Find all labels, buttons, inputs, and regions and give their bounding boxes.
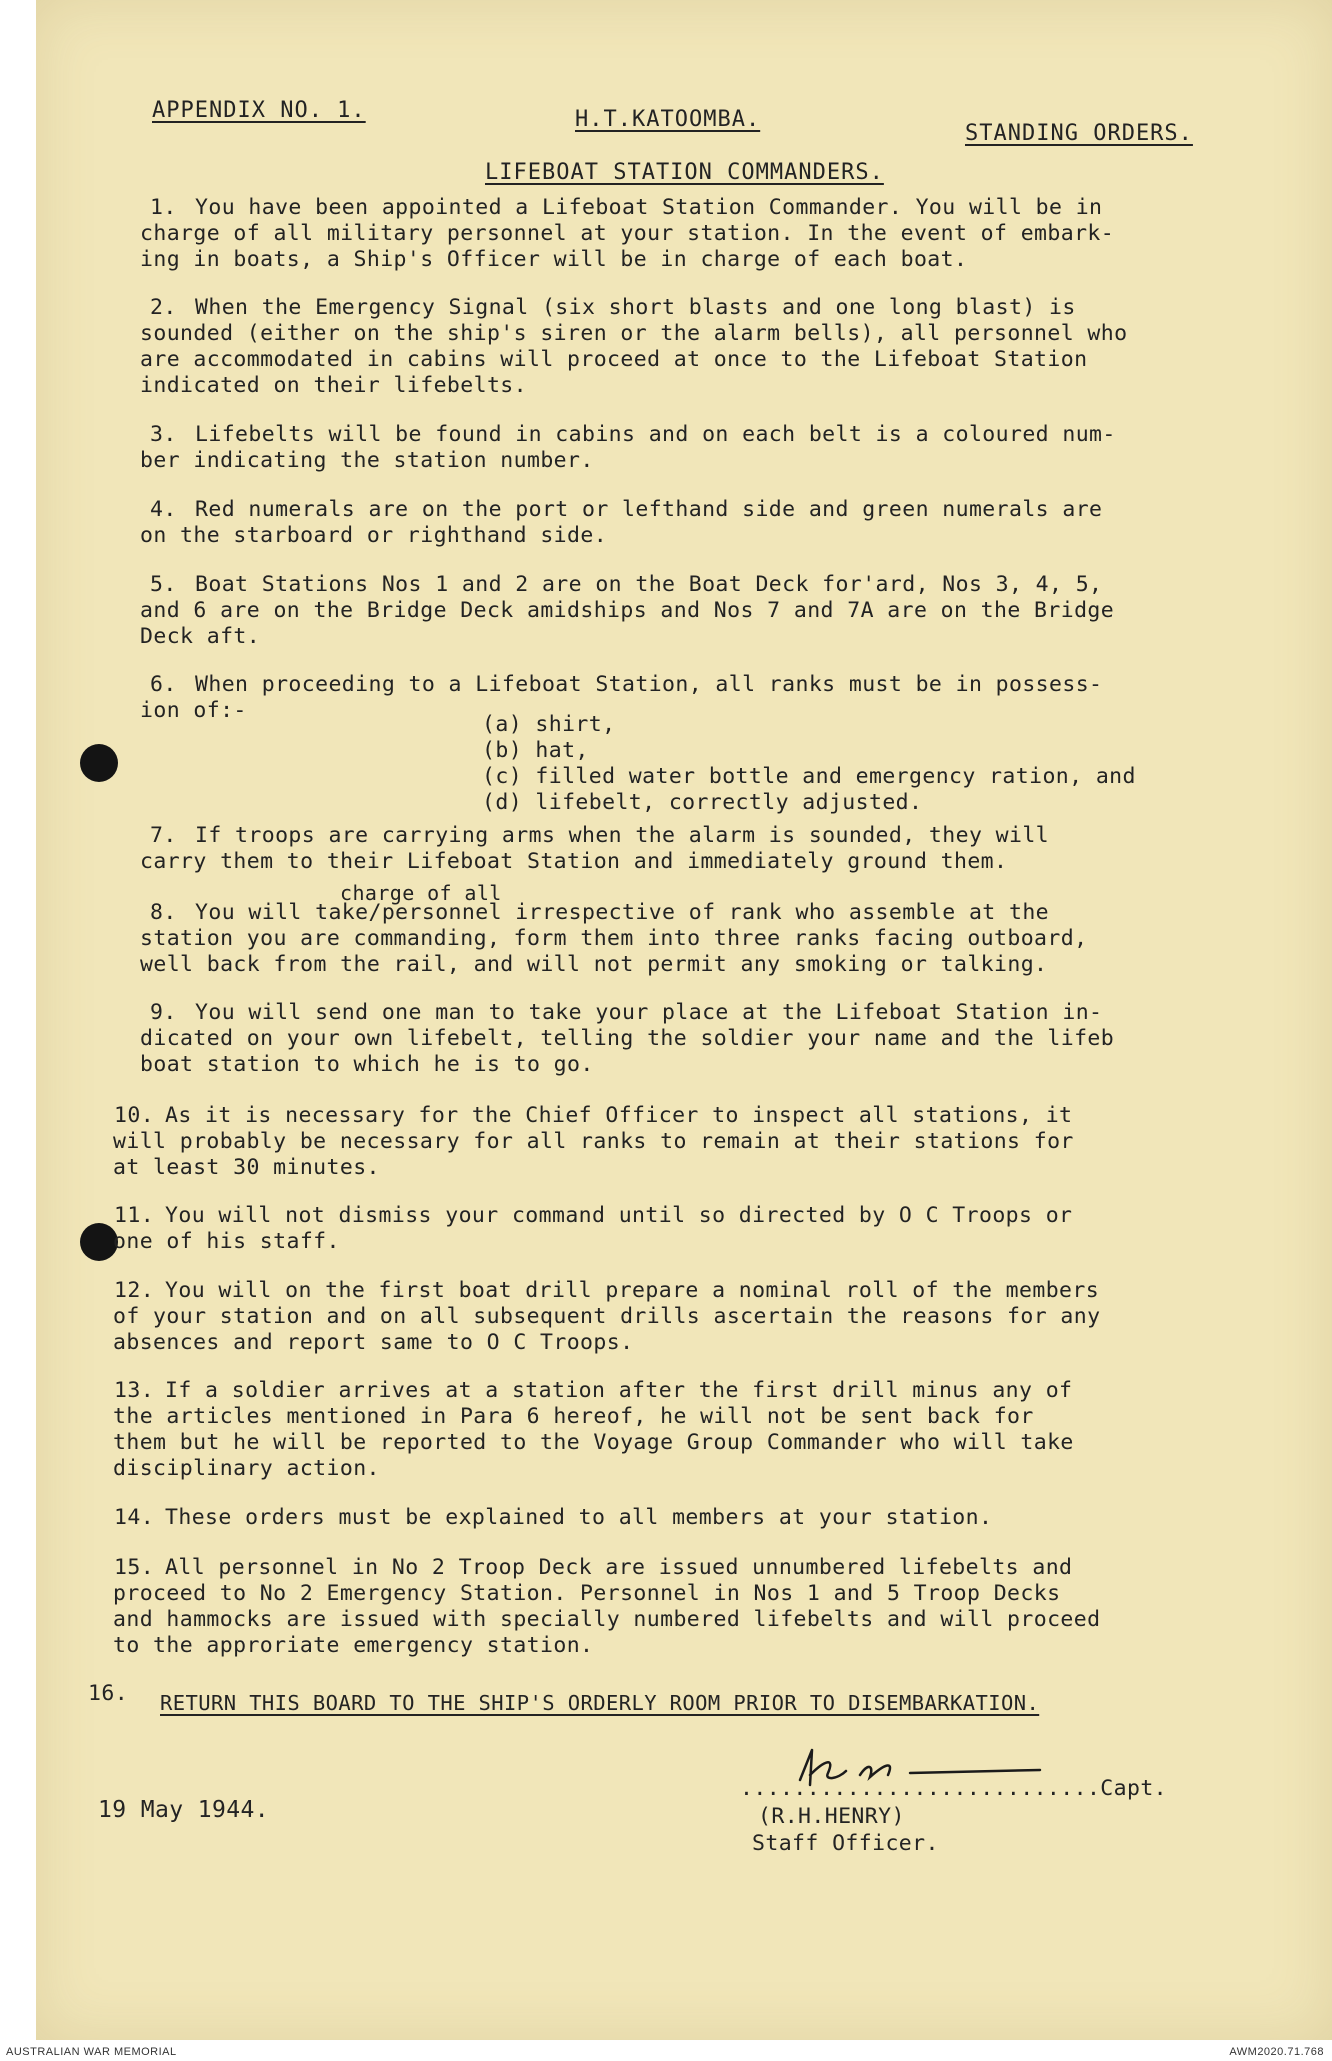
- paragraph-line: You will on the first boat drill prepare a nominal roll of the members: [165, 1278, 1100, 1303]
- paragraph-number: 15.: [114, 1555, 155, 1580]
- paragraph-body: [165, 1505, 1285, 1531]
- paragraph-line: boat station to which he is to go.: [140, 1052, 594, 1077]
- paragraph-line: at least 30 minutes.: [113, 1155, 380, 1180]
- paragraph-line: If troops are carrying arms when the alarm is sounded, they will: [195, 823, 1050, 848]
- paragraph-number: 12.: [114, 1278, 155, 1303]
- paragraph-body: [140, 672, 1315, 724]
- paragraph-number: 6.: [150, 672, 177, 697]
- paragraph-body: [140, 1000, 1315, 1078]
- document-title: LIFEBOAT STATION COMMANDERS.: [485, 160, 884, 185]
- archive-credit: AUSTRALIAN WAR MEMORIAL: [6, 2046, 177, 2058]
- paragraph-line: the articles mentioned in Para 6 hereof, he will not be sent back for: [113, 1404, 1034, 1429]
- paragraph-number: 13.: [114, 1378, 155, 1403]
- paragraph-line: indicated on their lifebelts.: [140, 373, 527, 398]
- paragraph-line: When proceeding to a Lifeboat Station, all ranks must be in possess-: [195, 672, 1103, 697]
- paragraph-body: [140, 572, 1315, 650]
- paragraph-line: will probably be necessary for all ranks to remain at their stations for: [113, 1129, 1074, 1154]
- paragraph-line: them but he will be reported to the Voyage Group Commander who will take: [113, 1430, 1074, 1455]
- paragraph-line: These orders must be explained to all members at your station.: [165, 1505, 993, 1530]
- ship-name: H.T.KATOOMBA.: [575, 107, 761, 132]
- paragraph-line: sounded (either on the ship's siren or the alarm bells), all personnel who: [140, 321, 1128, 346]
- paragraph-line: disciplinary action.: [113, 1456, 380, 1481]
- paragraph-number: 1.: [150, 195, 177, 220]
- paragraph-line: proceed to No 2 Emergency Station. Personnel in Nos 1 and 5 Troop Decks: [113, 1581, 1061, 1606]
- paragraph-line: If a soldier arrives at a station after the first drill minus any of: [165, 1378, 1073, 1403]
- paragraph-body: [140, 900, 1315, 978]
- paragraph-line: You have been appointed a Lifeboat Station Commander. You will be in: [195, 195, 1103, 220]
- page-margin: [0, 0, 36, 2040]
- paragraph-line: ber indicating the station number.: [140, 448, 594, 473]
- paragraph-number: 14.: [114, 1505, 155, 1530]
- required-item: (d) lifebelt, correctly adjusted.: [482, 790, 923, 815]
- paragraph-line: on the starboard or righthand side.: [140, 523, 608, 548]
- paragraph-line: Deck aft.: [140, 624, 261, 649]
- paragraph-body: [140, 823, 1315, 875]
- signatory-role: Staff Officer.: [752, 1831, 939, 1856]
- paragraph-number: 10.: [114, 1103, 155, 1128]
- document-date: 19 May 1944.: [98, 1797, 269, 1823]
- paragraph-body: [140, 295, 1315, 399]
- signatory-name: (R.H.HENRY): [758, 1804, 905, 1829]
- paragraph-number: 9.: [150, 1000, 177, 1025]
- paragraph-line: station you are commanding, form them into three ranks facing outboard,: [140, 926, 1088, 951]
- paragraph-line: All personnel in No 2 Troop Deck are issued unnumbered lifebelts and: [165, 1555, 1073, 1580]
- paragraph-number: 5.: [150, 572, 177, 597]
- paragraph-body: [140, 195, 1315, 273]
- archive-reference: AWM2020.71.768: [1229, 2046, 1324, 2058]
- paragraph-line: ing in boats, a Ship's Officer will be in charge of each boat.: [140, 247, 968, 272]
- paragraph-line: Red numerals are on the port or lefthand side and green numerals are: [195, 497, 1103, 522]
- paragraph-number: 7.: [150, 823, 177, 848]
- required-item: (a) shirt,: [482, 712, 616, 737]
- standing-orders-label: STANDING ORDERS.: [965, 121, 1193, 146]
- required-item: (c) filled water bottle and emergency ration, and: [482, 764, 1136, 789]
- paragraph-line: dicated on your own lifebelt, telling the soldier your name and the lifeb: [140, 1026, 1115, 1051]
- paragraph-line: and 6 are on the Bridge Deck amidships and Nos 7 and 7A are on the Bridge: [140, 598, 1115, 623]
- return-board-instruction: RETURN THIS BOARD TO THE SHIP'S ORDERLY ROOM PRIOR TO DISEMBARKATION.: [160, 1691, 1040, 1715]
- paragraph-line: to the approriate emergency station.: [113, 1633, 594, 1658]
- paragraph-number: 8.: [150, 900, 177, 925]
- paragraph-line: You will take/personnel irrespective of rank who assemble at the: [195, 900, 1050, 925]
- paragraph-line: As it is necessary for the Chief Officer to inspect all stations, it: [165, 1103, 1073, 1128]
- paragraph-line: Boat Stations Nos 1 and 2 are on the Boat Deck for'ard, Nos 3, 4, 5,: [195, 572, 1103, 597]
- paragraph-line: When the Emergency Signal (six short blasts and one long blast) is: [195, 295, 1076, 320]
- paragraph-line: of your station and on all subsequent drills ascertain the reasons for any: [113, 1304, 1101, 1329]
- paragraph-line: well back from the rail, and will not permit any smoking or talking.: [140, 952, 1048, 977]
- paragraph-body: [140, 422, 1315, 474]
- paragraph-line: charge of all military personnel at your station. In the event of embark-: [140, 221, 1115, 246]
- paragraph-line: one of his staff.: [113, 1229, 340, 1254]
- signature-dots: ...........................Capt.: [740, 1776, 1168, 1801]
- paragraph-line: ion of:-: [140, 698, 247, 723]
- paragraph-number: 2.: [150, 295, 177, 320]
- paragraph-number: 3.: [150, 422, 177, 447]
- appendix-number: APPENDIX NO. 1.: [152, 98, 366, 123]
- paragraph-line: and hammocks are issued with specially numbered lifebelts and will proceed: [113, 1607, 1101, 1632]
- paragraph-number: 11.: [114, 1203, 155, 1228]
- paragraph-body: [140, 497, 1315, 549]
- paragraph-line: absences and report same to O C Troops.: [113, 1330, 634, 1355]
- punch-hole-top: [80, 744, 118, 782]
- required-item: (b) hat,: [482, 738, 589, 763]
- para-16-number: 16.: [88, 1681, 129, 1706]
- paragraph-line: carry them to their Lifeboat Station and immediately ground them.: [140, 849, 1008, 874]
- paragraph-line: You will not dismiss your command until so directed by O C Troops or: [165, 1203, 1073, 1228]
- paragraph-line: are accommodated in cabins will proceed at once to the Lifeboat Station: [140, 347, 1088, 372]
- insertion-note: charge of all: [340, 881, 502, 905]
- paragraph-line: You will send one man to take your place at the Lifeboat Station in-: [195, 1000, 1103, 1025]
- paragraph-number: 4.: [150, 497, 177, 522]
- paragraph-line: Lifebelts will be found in cabins and on each belt is a coloured num-: [195, 422, 1116, 447]
